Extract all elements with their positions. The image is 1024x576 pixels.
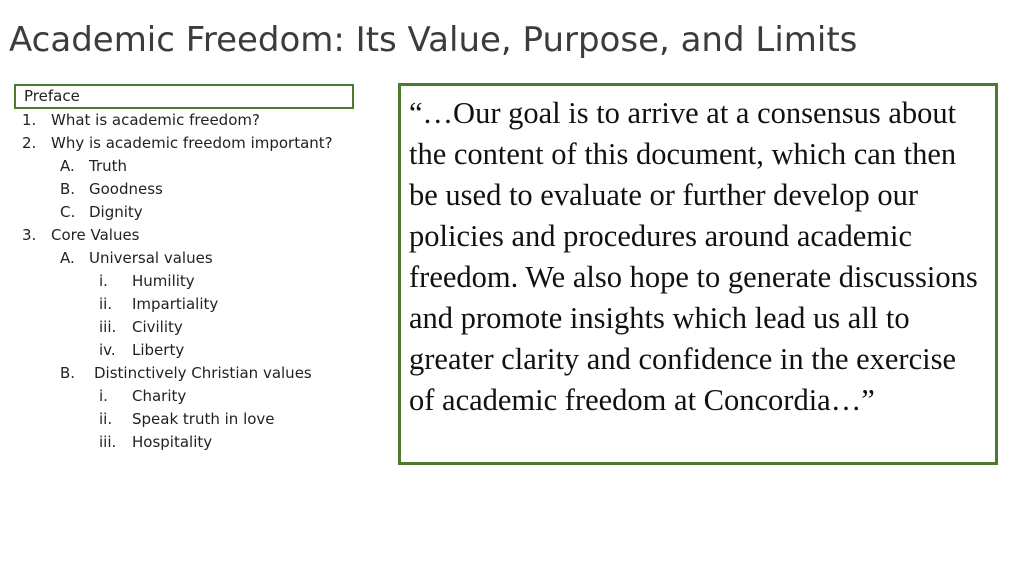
- outline-item[interactable]: [14, 339, 374, 362]
- outline-label: Impartiality: [132, 295, 219, 313]
- slide-title: Academic Freedom: Its Value, Purpose, and Limits: [9, 20, 858, 60]
- outline-marker: ii.: [99, 410, 113, 428]
- outline-marker: iii.: [99, 318, 117, 336]
- outline-list: [14, 84, 374, 454]
- outline-item[interactable]: [14, 385, 374, 408]
- outline-label: Universal values: [89, 249, 213, 267]
- outline-marker: i.: [99, 272, 108, 290]
- outline-preface-row: [14, 84, 374, 109]
- outline-item[interactable]: [14, 293, 374, 316]
- quote-box: [398, 83, 998, 465]
- outline-marker: 1.: [22, 111, 37, 129]
- outline-item[interactable]: [14, 247, 374, 270]
- outline-label: Truth: [89, 157, 128, 175]
- outline-item[interactable]: [14, 109, 374, 132]
- outline-label: Hospitality: [132, 433, 213, 451]
- quote-text: “…Our goal is to arrive at a consensus about the content of this document, which can then be used to evaluate or further develop our policies and procedures around academic freedom. We also hope to generate discussions and promote insights which lead us all to greater clarity and confidence in the exercise of academic freedom at Concordia…”: [409, 96, 978, 417]
- outline-label: Dignity: [89, 203, 143, 221]
- outline-item[interactable]: [14, 224, 374, 247]
- outline-label: Humility: [132, 272, 195, 290]
- outline-marker: 2.: [22, 134, 37, 152]
- outline-marker: iv.: [99, 341, 116, 359]
- outline-label: Distinctively Christian values: [94, 364, 312, 382]
- outline-item[interactable]: [14, 431, 374, 454]
- outline-marker: ii.: [99, 295, 113, 313]
- outline-marker: iii.: [99, 433, 117, 451]
- outline-item[interactable]: [14, 316, 374, 339]
- outline-label: Core Values: [51, 226, 140, 244]
- outline-marker: C.: [60, 203, 76, 221]
- outline-label: Goodness: [89, 180, 163, 198]
- outline-label: Speak truth in love: [132, 410, 275, 428]
- outline-label: Liberty: [132, 341, 185, 359]
- outline-marker: A.: [60, 249, 75, 267]
- outline-marker: B.: [60, 180, 76, 198]
- outline-item[interactable]: [14, 201, 374, 224]
- outline-item[interactable]: [14, 155, 374, 178]
- outline-item[interactable]: [14, 408, 374, 431]
- preface-item[interactable]: Preface: [14, 84, 354, 109]
- outline-item[interactable]: [14, 362, 374, 385]
- outline-label: Civility: [132, 318, 183, 336]
- outline-label: Charity: [132, 387, 187, 405]
- outline-label: What is academic freedom?: [51, 111, 260, 129]
- outline-marker: 3.: [22, 226, 37, 244]
- outline-marker: A.: [60, 157, 75, 175]
- outline-item[interactable]: [14, 132, 374, 155]
- outline-label: Why is academic freedom important?: [51, 134, 333, 152]
- outline-marker: i.: [99, 387, 108, 405]
- outline-marker: B.: [60, 364, 76, 382]
- outline-item[interactable]: [14, 178, 374, 201]
- outline-item[interactable]: [14, 270, 374, 293]
